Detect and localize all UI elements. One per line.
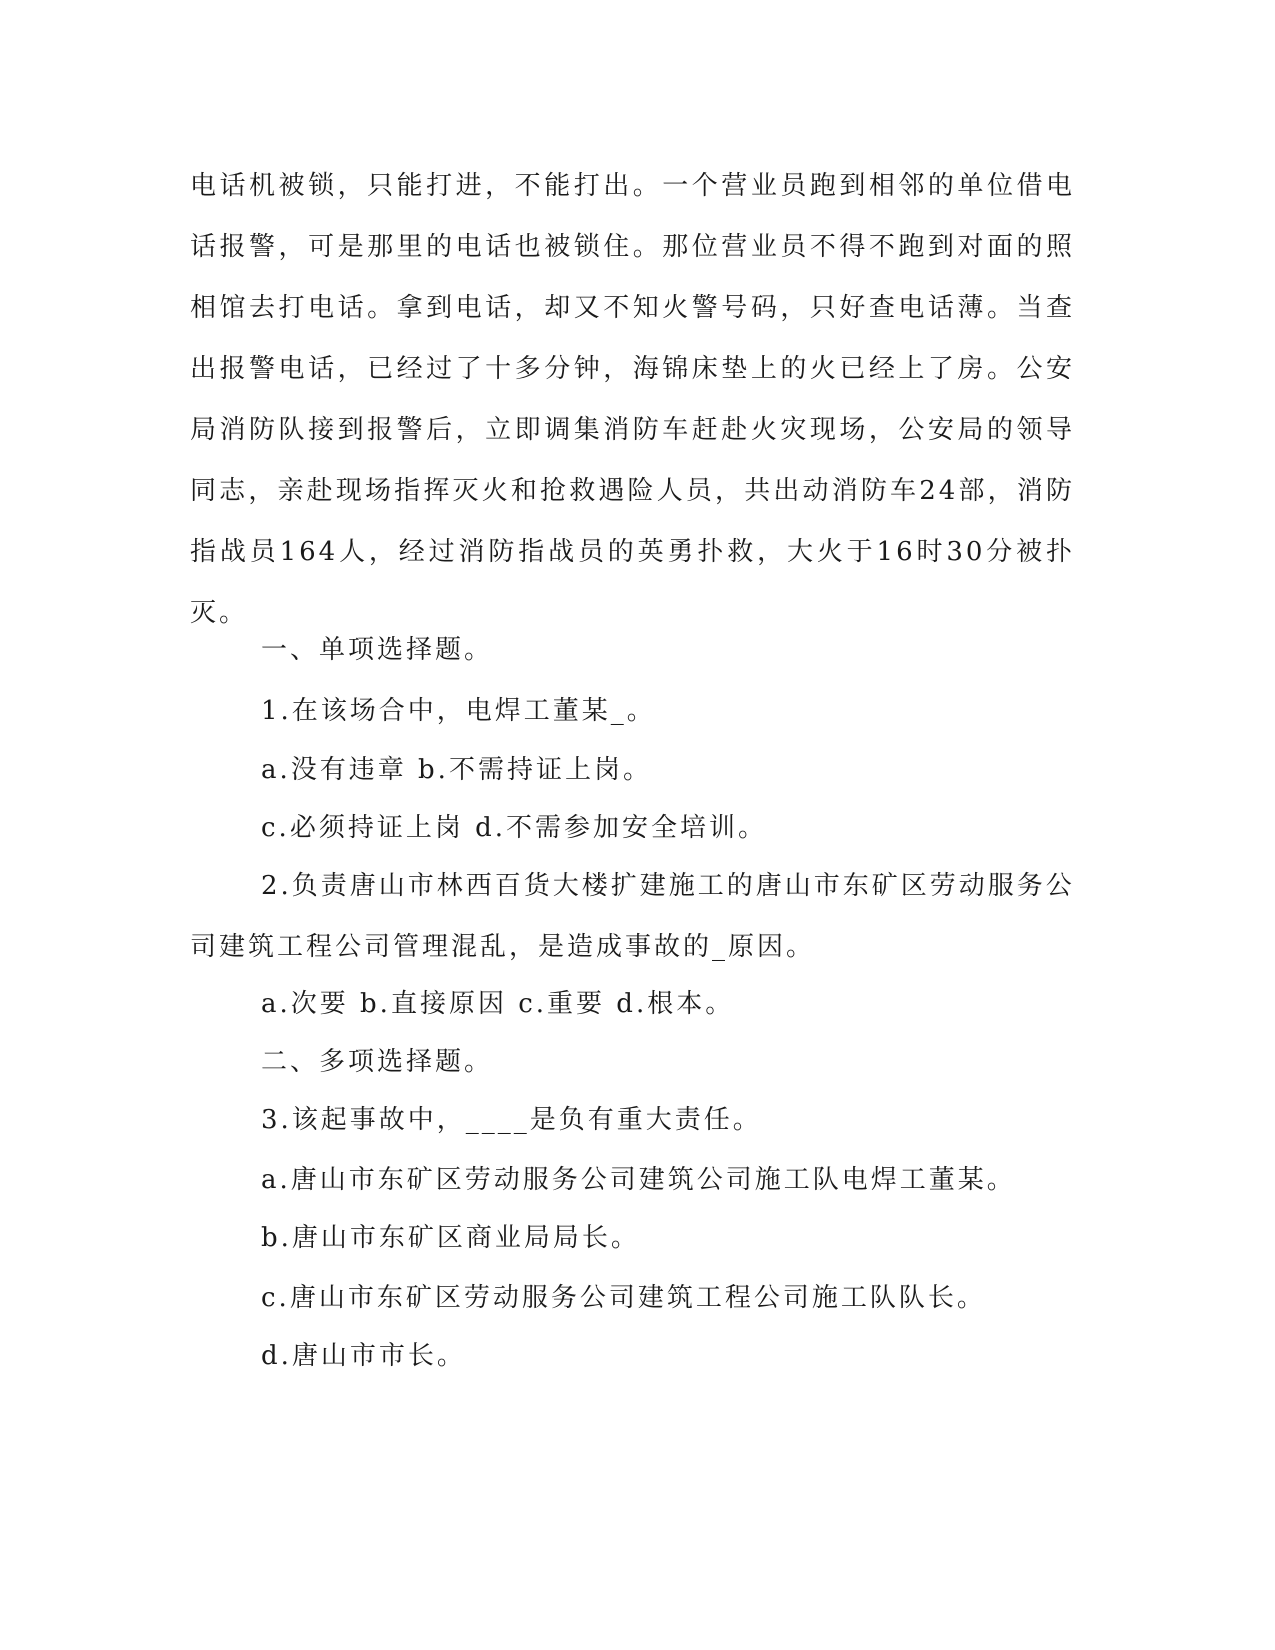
question-3-option-b: b.唐山市东矿区商业局局长。 bbox=[261, 1223, 640, 1253]
question-3-option-c: c.唐山市东矿区劳动服务公司建筑工程公司施工队队长。 bbox=[261, 1283, 986, 1313]
question-3-option-a: a.唐山市东矿区劳动服务公司建筑公司施工队电焊工董某。 bbox=[261, 1165, 1016, 1195]
question-1-options-cd: c.必须持证上岗 d.不需参加安全培训。 bbox=[261, 813, 767, 843]
question-3-stem: 3.该起事故中，____是负有重大责任。 bbox=[261, 1105, 762, 1135]
question-2-options: a.次要 b.直接原因 c.重要 d.根本。 bbox=[261, 989, 735, 1019]
section-heading-multiple-choice: 二、多项选择题。 bbox=[261, 1047, 494, 1077]
question-1-options-ab: a.没有违章 b.不需持证上岗。 bbox=[261, 755, 652, 785]
question-1-stem: 1.在该场合中，电焊工董某_。 bbox=[261, 696, 656, 726]
question-3-option-d: d.唐山市市长。 bbox=[261, 1341, 466, 1371]
section-heading-single-choice: 一、单项选择题。 bbox=[261, 635, 494, 665]
question-2-stem: 2.负责唐山市林西百货大楼扩建施工的唐山市东矿区劳动服务公司建筑工程公司管理混乱，是造成事故的_原因。 bbox=[190, 871, 1075, 962]
case-passage: 电话机被锁，只能打进，不能打出。一个营业员跑到相邻的单位借电话报警，可是那里的电话也被锁住。那位营业员不得不跑到对面的照相馆去打电话。拿到电话，却又不知火警号码，只好查电话薄。当查出报警电话，已经过了十多分钟，海锦床垫上的火已经上了房。公安局消防队接到报警后，立即调集消防车赶赴火灾现场，公安局的领导同志，亲赴现场指挥灭火和抢救遇险人员，共出动消防车24部，消防指战员164人，经过消防指战员的英勇扑救，大火于16时30分被扑灭。 bbox=[190, 171, 1075, 628]
